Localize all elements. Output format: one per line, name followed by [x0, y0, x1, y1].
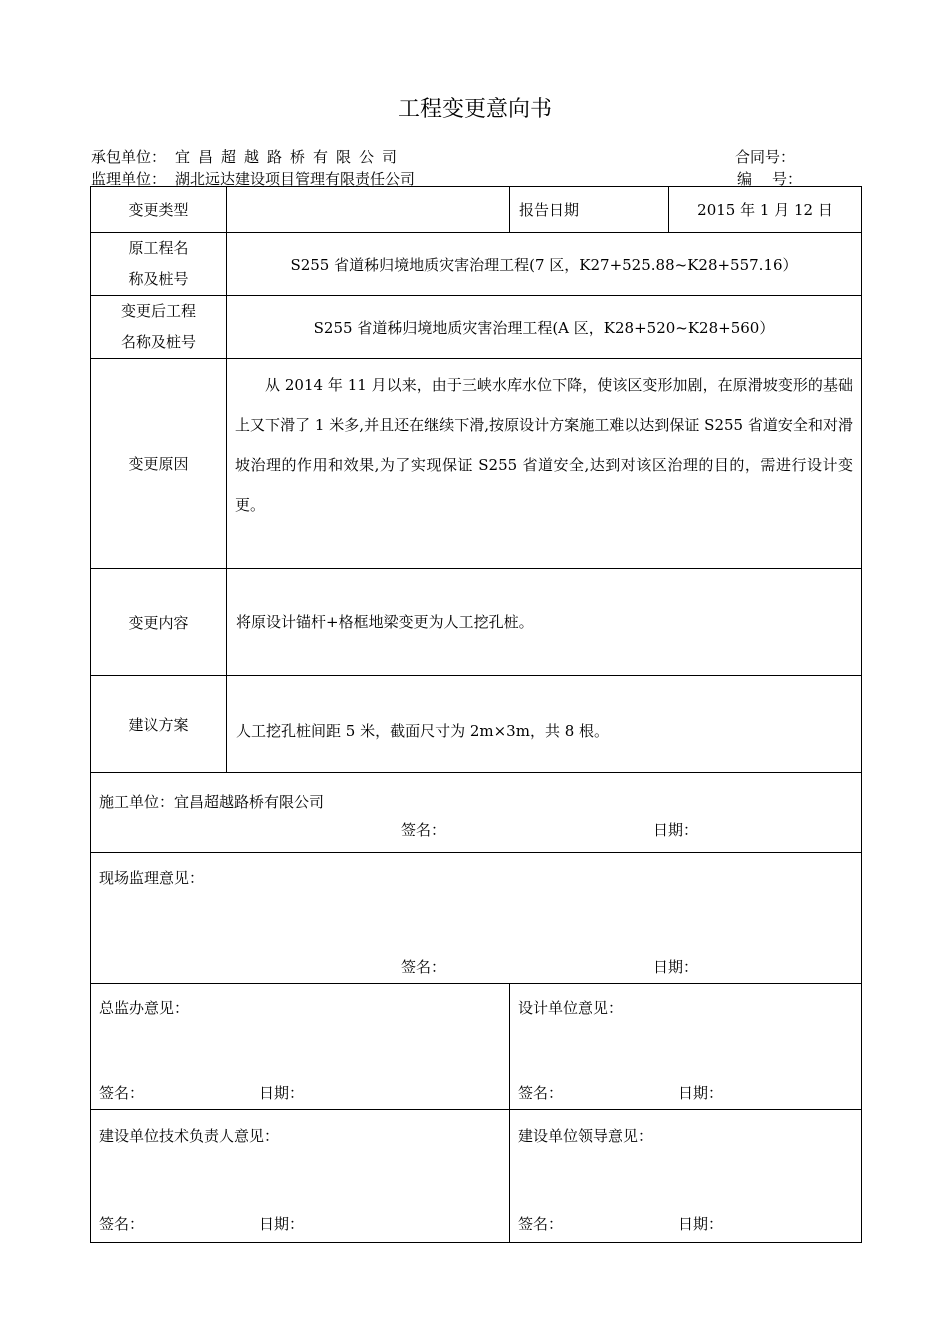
page-title: 工程变更意向书 [397, 97, 552, 122]
original-label-line-1: 原工程名 [128, 239, 189, 257]
owner-tech-sign-label: 签名： [99, 1215, 145, 1233]
change-reason-row [91, 359, 862, 569]
chief-date-label: 日期： [259, 1084, 305, 1102]
construction-sign-label: 签名： [401, 821, 447, 839]
owner-tech-text: 建设单位技术负责人意见： [99, 1127, 280, 1145]
owner-tech-cell[interactable] [91, 1110, 510, 1243]
proposal-label: 建议方案 [91, 676, 227, 773]
changed-project-label [91, 296, 227, 359]
design-unit-cell[interactable] [510, 984, 862, 1110]
construction-unit-cell[interactable] [91, 773, 862, 853]
change-content-row [91, 569, 862, 676]
original-project-value[interactable]: S255 省道秭归境地质灾害治理工程(7 区，K27+525.88~K28+557.16） [227, 233, 862, 296]
chief-supervision-text: 总监办意见： [99, 999, 190, 1017]
construction-unit-row [91, 773, 862, 853]
owner-leader-text: 建设单位领导意见： [518, 1127, 654, 1145]
contract-no-label: 合同号： [735, 148, 796, 166]
change-type-value[interactable] [227, 187, 510, 233]
proposal-text[interactable]: 人工挖孔桩间距 5 米，截面尺寸为 2m×3m，共 8 根。 [227, 676, 862, 773]
changed-label-line-2: 名称及桩号 [120, 333, 196, 351]
owner-leader-sign-label: 签名： [518, 1215, 564, 1233]
construction-date-label: 日期： [653, 821, 699, 839]
change-content-text[interactable]: 将原设计锚杆+格框地梁变更为人工挖孔桩。 [227, 569, 862, 676]
change-type-label: 变更类型 [91, 187, 227, 233]
owner-leader-cell[interactable] [510, 1110, 862, 1243]
changed-project-row [91, 296, 862, 359]
serial-no-label-a: 编 [737, 170, 753, 188]
change-form-table [90, 186, 862, 1243]
owner-leader-date-label: 日期： [678, 1215, 724, 1233]
site-sign-label: 签名： [401, 958, 447, 976]
design-date-label: 日期： [678, 1084, 724, 1102]
site-supervision-text: 现场监理意见： [99, 869, 205, 887]
construction-unit-text: 施工单位：宜昌超越路桥有限公司 [99, 793, 325, 811]
site-date-label: 日期： [653, 958, 699, 976]
design-sign-label: 签名： [518, 1084, 564, 1102]
original-project-row [91, 233, 862, 296]
changed-label-line-1: 变更后工程 [120, 302, 196, 320]
change-content-label: 变更内容 [91, 569, 227, 676]
change-type-row [91, 187, 862, 233]
chief-supervision-cell[interactable] [91, 984, 510, 1110]
proposal-row [91, 676, 862, 773]
contractor-label: 承包单位： [91, 148, 167, 166]
site-supervision-row [91, 853, 862, 984]
report-date-value[interactable]: 2015 年 1 月 12 日 [669, 187, 862, 233]
changed-project-value[interactable]: S255 省道秭归境地质灾害治理工程(A 区，K28+520~K28+560） [227, 296, 862, 359]
serial-no-label-b: 号： [772, 170, 803, 188]
change-reason-text: 从 2014 年 11 月以来，由于三峡水库水位下降，使该区变形加剧，在原滑坡变形的基础上又下滑了 1 米多,并且还在继续下滑,按原设计方案施工难以达到保证 S255 省道安全和对滑坡治理的作用和效果,为了实现保证 S255 省道安全,达到对该区治理的目的，需进行设计变更。 [235, 376, 853, 514]
supervisor-value: 湖北远达建设项目管理有限责任公司 [175, 170, 416, 188]
original-project-label [91, 233, 227, 296]
contractor-value: 宜昌超越路桥有限公司 [175, 148, 406, 166]
change-reason-label: 变更原因 [91, 359, 227, 569]
chief-sign-label: 签名： [99, 1084, 145, 1102]
original-label-line-2: 称及桩号 [128, 270, 189, 288]
report-date-label: 报告日期 [510, 187, 669, 233]
owner-tech-date-label: 日期： [259, 1215, 305, 1233]
design-unit-text: 设计单位意见： [518, 999, 624, 1017]
chief-design-row [91, 984, 862, 1110]
owner-row [91, 1110, 862, 1243]
site-supervision-cell[interactable] [91, 853, 862, 984]
change-reason-cell[interactable] [227, 359, 862, 569]
supervisor-label: 监理单位： [91, 170, 167, 188]
